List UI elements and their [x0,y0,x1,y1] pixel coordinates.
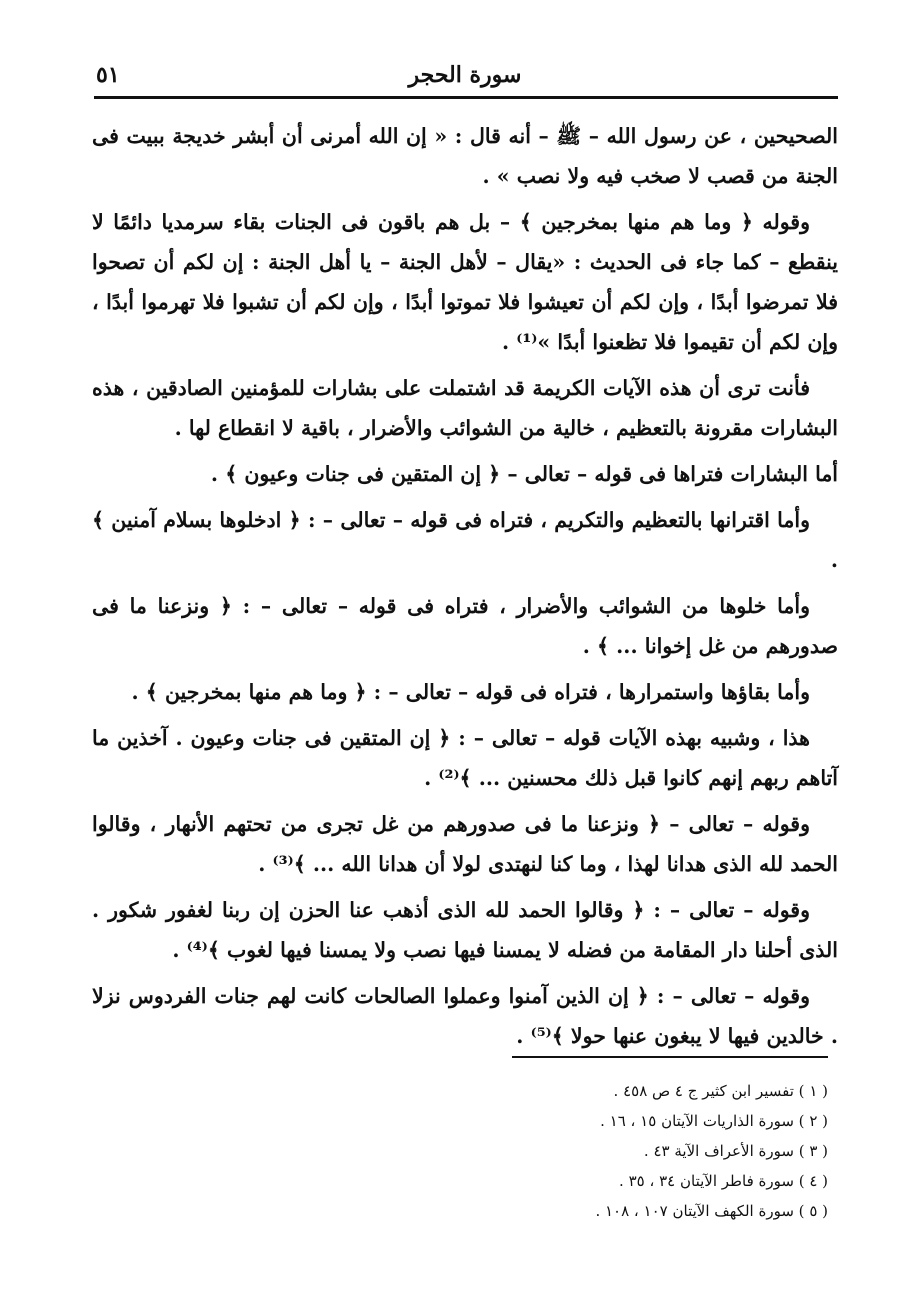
paragraph: وقوله – تعالى – ﴿ ونزعنا ما فى صدورهم من غل تجرى من تحتهم الأنهار ، وقالوا الحمد لله الذى هدانا لهذا ، وما كنا لنهتدى لولا أن هدانا الله ... ﴾⁽³⁾ . [92,812,838,876]
paragraph: هذا ، وشبيه بهذه الآيات قوله – تعالى – : ﴿ إن المتقين فى جنات وعيون . آخذين ما آتاهم ربهم إنهم كانوا قبل ذلك محسنين ... ﴾⁽²⁾ . [92,726,838,790]
paragraph: وأما اقترانها بالتعظيم والتكريم ، فتراه فى قوله – تعالى – : ﴿ ادخلوها بسلام آمنين ﴾ . [92,508,838,572]
paragraph: وأما خلوها من الشوائب والأضرار ، فتراه فى قوله – تعالى – : ﴿ ونزعنا ما فى صدورهم من غل إخوانا ... ﴾ . [92,594,838,658]
footnote: ( ٥ ) سورة الكهف الآيتان ١٠٧ ، ١٠٨ . [595,1202,828,1220]
paragraph: وأما بقاؤها واستمرارها ، فتراه فى قوله – تعالى – : ﴿ وما هم منها بمخرجين ﴾ . [131,680,810,704]
paragraph: وقوله – تعالى – : ﴿ وقالوا الحمد لله الذى أذهب عنا الحزن إن ربنا لغفور شكور . الذى أحلنا دار المقامة من فضله لا يمسنا فيها نصب ولا يمسنا فيها لغوب ﴾⁽⁴⁾ . [92,898,838,962]
header-rule [94,96,838,99]
footnote: ( ٤ ) سورة فاطر الآيتان ٣٤ ، ٣٥ . [619,1172,828,1190]
footnote: ( ٣ ) سورة الأعراف الآية ٤٣ . [643,1142,828,1160]
footnote-rule [512,1056,828,1058]
paragraph: أما البشارات فتراها فى قوله – تعالى – ﴿ إن المتقين فى جنات وعيون ﴾ . [210,462,838,486]
footnote: ( ٢ ) سورة الذاريات الآيتان ١٥ ، ١٦ . [600,1112,828,1130]
main-text [92,116,838,1062]
page-title: سورة الحجر [408,62,522,88]
paragraph: فأنت ترى أن هذه الآيات الكريمة قد اشتملت على بشارات للمؤمنين الصادقين ، هذه البشارات مقرونة بالتعظيم ، خالية من الشوائب والأضرار ، باقية لا انقطاع لها . [92,376,838,440]
page-number: ٥١ [96,62,120,88]
page-header [92,52,838,96]
footnotes [92,1076,828,1226]
paragraph: وقوله ﴿ وما هم منها بمخرجين ﴾ – بل هم باقون فى الجنات بقاء سرمديا دائمًا لا ينقطع – كما جاء فى الحديث : «يقال – لأهل الجنة – يا أهل الجنة : إن لكم أن تصحوا فلا تمرضوا أبدًا ، وإن لكم أن تعيشوا فلا تموتوا أبدًا ، وإن لكم أن تشبوا فلا تهرموا أبدًا ، وإن لكم أن تقيموا فلا تظعنوا أبدًا »⁽¹⁾ . [92,210,838,354]
footnote: ( ١ ) تفسير ابن كثير ج ٤ ص ٤٥٨ . [613,1082,828,1100]
paragraph: الصحيحين ، عن رسول الله – ﷺ – أنه قال : « إن الله أمرنى أن أبشر خديجة ببيت فى الجنة من قصب لا صخب فيه ولا نصب » . [92,124,838,188]
paragraph: وقوله – تعالى – : ﴿ إن الذين آمنوا وعملوا الصالحات كانت لهم جنات الفردوس نزلا . خالدين فيها لا يبغون عنها حولا ﴾⁽⁵⁾ . [92,984,838,1048]
